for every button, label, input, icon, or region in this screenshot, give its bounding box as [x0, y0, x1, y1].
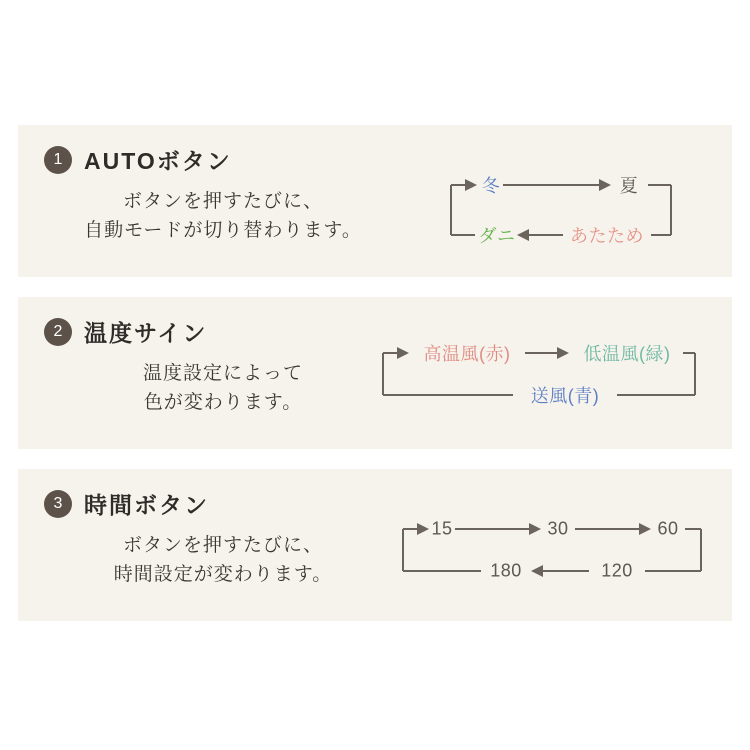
- panel-number-badge: 2: [44, 318, 72, 346]
- panel-header: [44, 315, 207, 348]
- description-line: ボタンを押すたびに、: [122, 535, 323, 556]
- flow-node: 60: [657, 518, 679, 539]
- panel-title: 温度サイン: [84, 320, 208, 346]
- flow-node: 30: [547, 518, 569, 539]
- flow-node: あたため: [570, 226, 644, 246]
- flow-node: 高温風(赤): [423, 344, 511, 364]
- description-line: 自動モードが切り替わります。: [84, 220, 362, 242]
- flow-diagram-auto: [403, 163, 713, 267]
- flow-node: 冬: [481, 176, 501, 196]
- panel-title: 時間ボタン: [84, 492, 209, 518]
- flow-node: 180: [490, 560, 522, 581]
- panel-header: [44, 487, 209, 520]
- description-line: 時間設定が変わります。: [113, 564, 333, 586]
- panel-number-badge: 1: [44, 146, 72, 174]
- flow-node: ダニ: [478, 226, 516, 246]
- flow-node: 送風(青): [530, 386, 600, 406]
- flow-node: 低温風(緑): [583, 344, 671, 364]
- panel-number-badge: 3: [44, 490, 72, 518]
- panel-auto-button: [18, 125, 732, 277]
- flow-arrows: [403, 163, 713, 267]
- flow-diagram-time: [393, 507, 713, 611]
- description-line: 色が変わります。: [143, 392, 303, 414]
- flow-node: 15: [431, 518, 453, 539]
- panel-time-button: [18, 469, 732, 621]
- flow-diagram-temperature: [373, 335, 703, 439]
- panel-title: AUTOボタン: [84, 148, 232, 174]
- panel-description: [58, 359, 388, 418]
- flow-node: 120: [601, 560, 633, 581]
- panel-description: [58, 187, 388, 246]
- panel-description: [58, 531, 388, 590]
- description-line: 温度設定によって: [142, 363, 303, 384]
- description-line: ボタンを押すたびに、: [122, 191, 323, 212]
- panel-header: [44, 143, 232, 176]
- panel-temperature-sign: [18, 297, 732, 449]
- flow-node: 夏: [619, 176, 639, 196]
